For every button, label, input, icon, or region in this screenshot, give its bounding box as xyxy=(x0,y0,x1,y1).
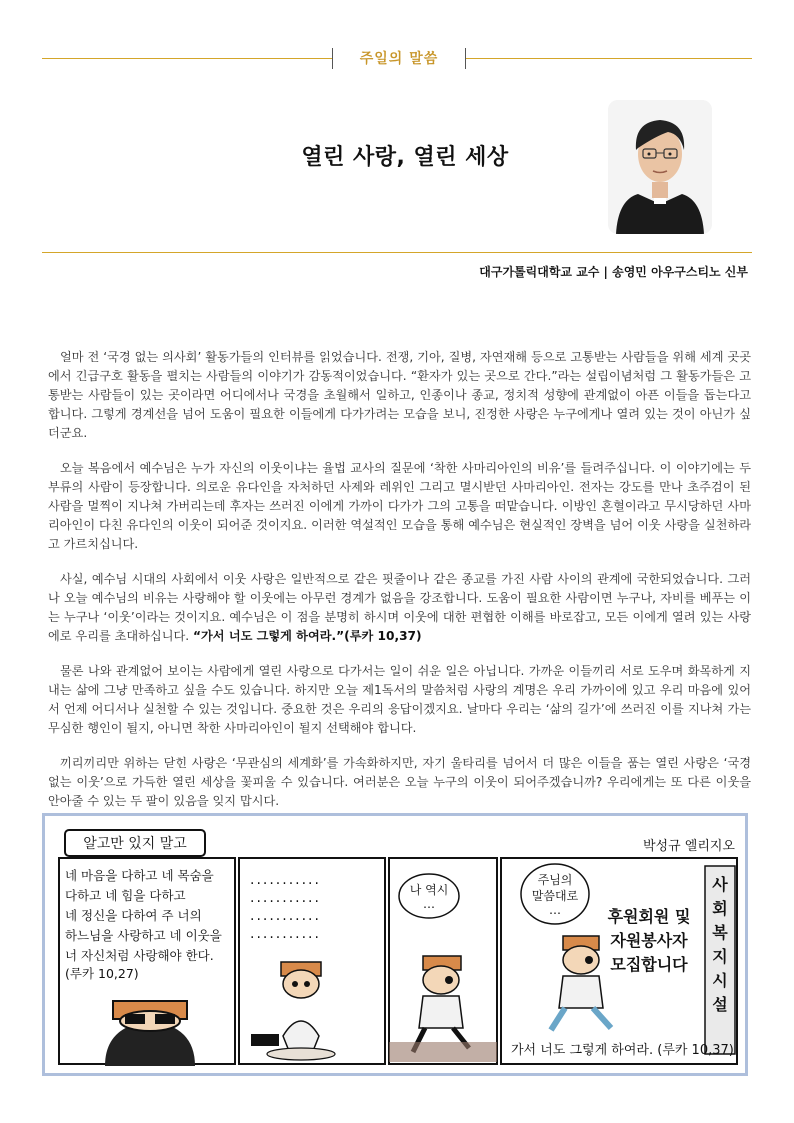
byline: 대구가톨릭대학교 교수 | 송영민 아우구스티노 신부 xyxy=(479,265,748,279)
paragraph-3 xyxy=(48,570,751,646)
comic-title: 알고만 있지 말고 xyxy=(83,836,187,852)
sign-char-4: 지 xyxy=(712,947,728,966)
panel-1-line-5: 너 자신처럼 사랑해야 한다. xyxy=(65,948,214,963)
panel-1-line-2: 다하고 네 힘을 다하고 xyxy=(65,888,186,903)
svg-text:...........: ........... xyxy=(250,872,321,888)
paragraph-1: 얼마 전 ‘국경 없는 의사회’ 활동가들의 인터뷰를 읽었습니다. 전쟁, 기아, 질병, 자연재해 등으로 고통받는 사람들을 위해 세계 곳곳에서 긴급구호 활동을 펼치는 사람들의 이야기가 감동적이었습니다. “환자가 있는 곳으로 간다.”라는 설립이념처럼 그 활동가들은 고통받는 사람들이 있는 곳이라면 어디에서나 국경을 초월해서 일하고, 인종이나 종교, 정치적 성향에 관계없이 아픈 이들을 돕는다고 합니다. 그렇게 경계선을 넘어 도움이 필요한 이들에게 다가가려는 모습을 보니, 진정한 사랑은 누구에게나 열려 있는 것이 아닌가 싶더군요. xyxy=(48,350,751,440)
panel-4-caption: 가서 너도 그렇게 하여라. (루카 10,37) xyxy=(511,1043,734,1058)
panel-1-line-6: (루카 10,27) xyxy=(65,966,139,981)
sign-char-5: 시 xyxy=(712,971,728,990)
panel-3-bubble-line-1: 나 역시 xyxy=(409,883,449,897)
panel-4-bubble-line-2: 말씀대로 xyxy=(531,889,579,903)
panel-4-bubble xyxy=(521,864,589,924)
author-portrait xyxy=(608,100,712,234)
poster-line-3: 모집합니다 xyxy=(610,955,688,974)
panel-4-sign xyxy=(705,866,735,1054)
comic-title-box xyxy=(65,830,205,856)
paragraph-5: 끼리끼리만 위하는 닫힌 사랑은 ‘무관심의 세계화’를 가속화하지만, 자기 울타리를 넘어서 더 많은 이들을 품는 열린 사랑은 ‘국경 없는 이웃’으로 가득한 열린 세상을 꽃피울 수 있습니다. 여러분은 오늘 누구의 이웃이 되어주겠습니까? 우리에게는 또 다른 이웃을 안아줄 수 있는 두 팔이 있음을 잊지 맙시다. xyxy=(48,756,751,808)
sign-char-1: 사 xyxy=(712,875,728,894)
poster-line-2: 자원봉사자 xyxy=(610,931,688,950)
svg-text:...........: ........... xyxy=(250,890,321,906)
panel-1-line-3: 네 정신을 다하여 주 너의 xyxy=(65,908,202,923)
paragraph-4: 물론 나와 관계없어 보이는 사람에게 열린 사랑으로 다가서는 일이 쉬운 일은 아닙니다. 가까운 이들끼리 서로 도우며 화목하게 지내는 삶에 그냥 만족하고 싶을 수도 있습니다. 하지만 오늘 제1독서의 말씀처럼 사랑의 계명은 우리 가까이에 있고 우리 마음에 있어서 언제 어디서나 실천할 수 있는 것입니다. 중요한 것은 우리의 응답이겠지요. 날마다 우리는 ‘삶의 길가’에 쓰러진 이를 지나쳐 가는 무심한 행인이 될지, 아니면 착한 사마리아인이 될지 선택해야 합니다. xyxy=(48,664,751,735)
sign-char-6: 설 xyxy=(712,995,728,1014)
header-separator xyxy=(42,252,752,253)
article-body xyxy=(48,348,751,827)
article-title: 열린 사랑, 열린 세상 xyxy=(301,145,509,170)
comic-author: 박성규 엘리지오 xyxy=(642,839,735,854)
panel-4-poster xyxy=(597,896,701,976)
panel-4-bubble-line-3: … xyxy=(549,903,561,917)
header-rule-right xyxy=(466,58,752,59)
panel-3-bubble xyxy=(399,874,459,918)
paragraph-2: 오늘 복음에서 예수님은 누가 자신의 이웃이냐는 율법 교사의 질문에 ‘착한 사마리아인의 비유’를 들려주십니다. 이 이야기에는 두 부류의 사람이 등장합니다. 의로운 유다인을 자처하던 사제와 레위인 그리고 멸시받던 사마리아인. 전자는 강도를 만나 초주검이 된 사람을 멀찍이 지나쳐 가버리는데 후자는 쓰러진 이에게 가까이 다가가 그의 고통을 떠맡습니다. 이방인 혼혈이라고 무시당하던 사마리아인이 다친 유다인의 이웃이 되어준 것이지요. 이러한 역설적인 모습을 통해 예수님은 현실적인 장벽을 넘어 이웃 사랑을 실천하라고 가르치십니다. xyxy=(48,461,751,551)
panel-4-bubble-line-1: 주님의 xyxy=(537,873,573,887)
svg-text:...........: ........... xyxy=(250,926,321,942)
panel-3-bubble-line-2: … xyxy=(423,897,435,911)
panel-1-character xyxy=(105,1001,195,1066)
panel-1-line-4: 하느님을 사랑하고 네 이웃을 xyxy=(65,928,222,943)
sign-char-3: 복 xyxy=(712,923,728,942)
sign-char-2: 회 xyxy=(712,899,728,918)
paragraph-3-text: 사실, 예수님 시대의 사회에서 이웃 사랑은 일반적으로 같은 핏줄이나 같은 종교를 가진 사람 사이의 관계에 국한되었습니다. 그러나 오늘 예수님의 비유는 사랑해야 할 이웃에는 아무런 경계가 없음을 강조합니다. 도움이 필요한 사람이면 누구나, 자비를 베푸는 이는 누구나 ‘이웃’이라는 것이지요. 예수님은 이 점을 분명히 하시며 이웃에 대한 편협한 이해를 바로잡고, 모든 이에게 열려 있는 사랑에로 우리를 초대하십니다. xyxy=(48,572,751,643)
panel-1-line-1: 네 마음을 다하고 네 목숨을 xyxy=(65,868,214,883)
poster-line-1: 후원회원 및 xyxy=(607,907,691,926)
section-label: 주일의 말씀 xyxy=(359,51,439,67)
scripture-quote: “가서 너도 그렇게 하여라.”(루카 10,37) xyxy=(193,629,422,643)
svg-text:...........: ........... xyxy=(250,908,321,924)
header-rule-left xyxy=(42,58,332,59)
comic-strip xyxy=(42,813,748,1076)
